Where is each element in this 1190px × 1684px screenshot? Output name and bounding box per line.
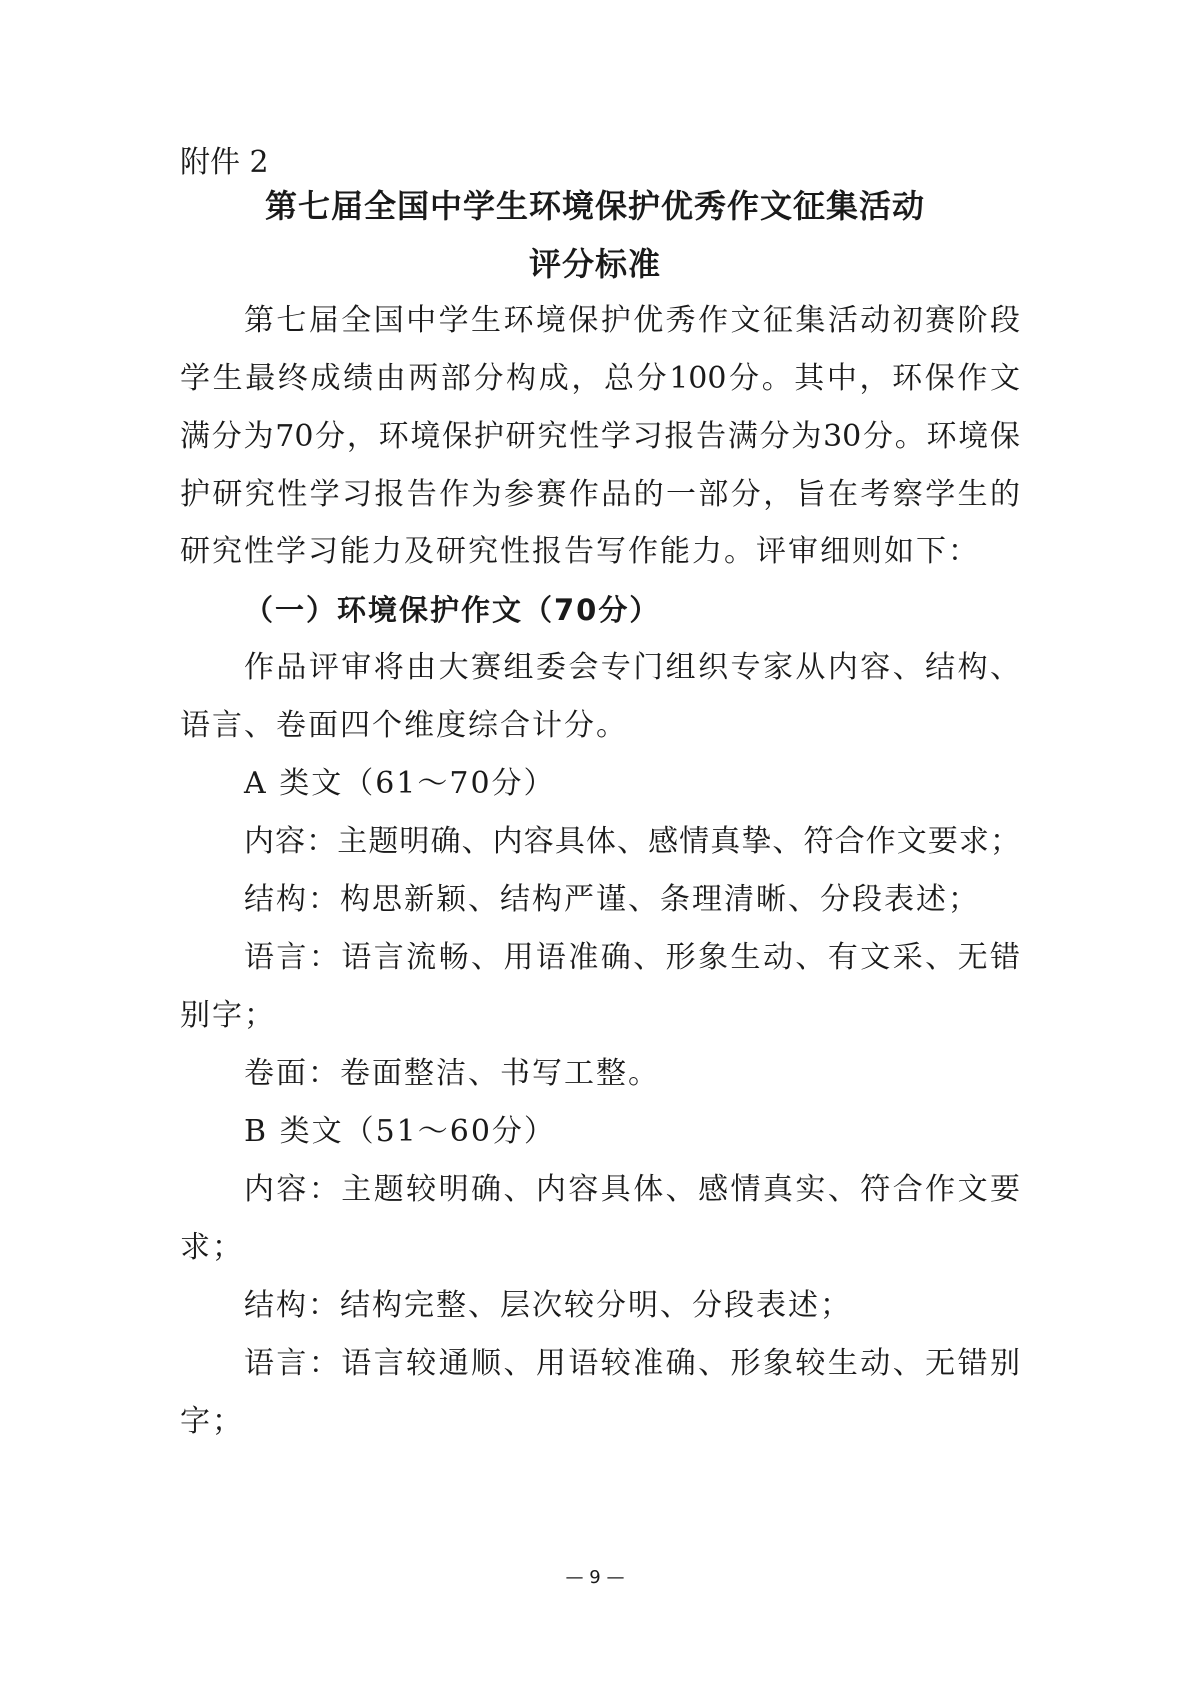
section-desc-line: 语言、卷面四个维度综合计分。 xyxy=(180,708,628,743)
document-title: 第七届全国中学生环境保护优秀作文征集活动 xyxy=(264,187,925,225)
grade-a-content: 内容：主题明确、内容具体、感情真挚、符合作文要求； xyxy=(244,824,1020,859)
page-number: — 9 — xyxy=(565,1567,625,1588)
grade-a-language-cont: 别字； xyxy=(180,998,276,1033)
attachment-label: 附件 2 xyxy=(180,145,269,180)
intro-line: 护研究性学习报告作为参赛作品的一部分，旨在考察学生的 xyxy=(180,477,1020,512)
grade-a-layout: 卷面：卷面整洁、书写工整。 xyxy=(244,1056,660,1091)
section-heading: （一）环境保护作文（70分） xyxy=(244,593,661,627)
intro-line: 第七届全国中学生环境保护优秀作文征集活动初赛阶段 xyxy=(244,303,1020,338)
grade-b-language-cont: 字； xyxy=(180,1404,244,1439)
document-subtitle: 评分标准 xyxy=(528,245,661,283)
grade-b-structure: 结构：结构完整、层次较分明、分段表述； xyxy=(244,1288,852,1323)
grade-b-content: 内容：主题较明确、内容具体、感情真实、符合作文要 xyxy=(244,1172,1020,1207)
grade-b-heading: B 类文（51～60分） xyxy=(244,1114,556,1149)
grade-b-language: 语言：语言较通顺、用语较准确、形象较生动、无错别 xyxy=(244,1346,1020,1381)
grade-a-heading: A 类文（61～70分） xyxy=(244,766,556,801)
intro-line: 满分为70分，环境保护研究性学习报告满分为30分。环境保 xyxy=(180,419,1020,454)
section-desc-line: 作品评审将由大赛组委会专门组织专家从内容、结构、 xyxy=(244,650,1020,685)
intro-line: 研究性学习能力及研究性报告写作能力。评审细则如下： xyxy=(180,534,980,569)
intro-line: 学生最终成绩由两部分构成，总分100分。其中，环保作文 xyxy=(180,361,1020,396)
grade-a-language: 语言：语言流畅、用语准确、形象生动、有文采、无错 xyxy=(244,940,1020,975)
grade-a-structure: 结构：构思新颖、结构严谨、条理清晰、分段表述； xyxy=(244,882,980,917)
grade-b-content-cont: 求； xyxy=(180,1230,244,1265)
